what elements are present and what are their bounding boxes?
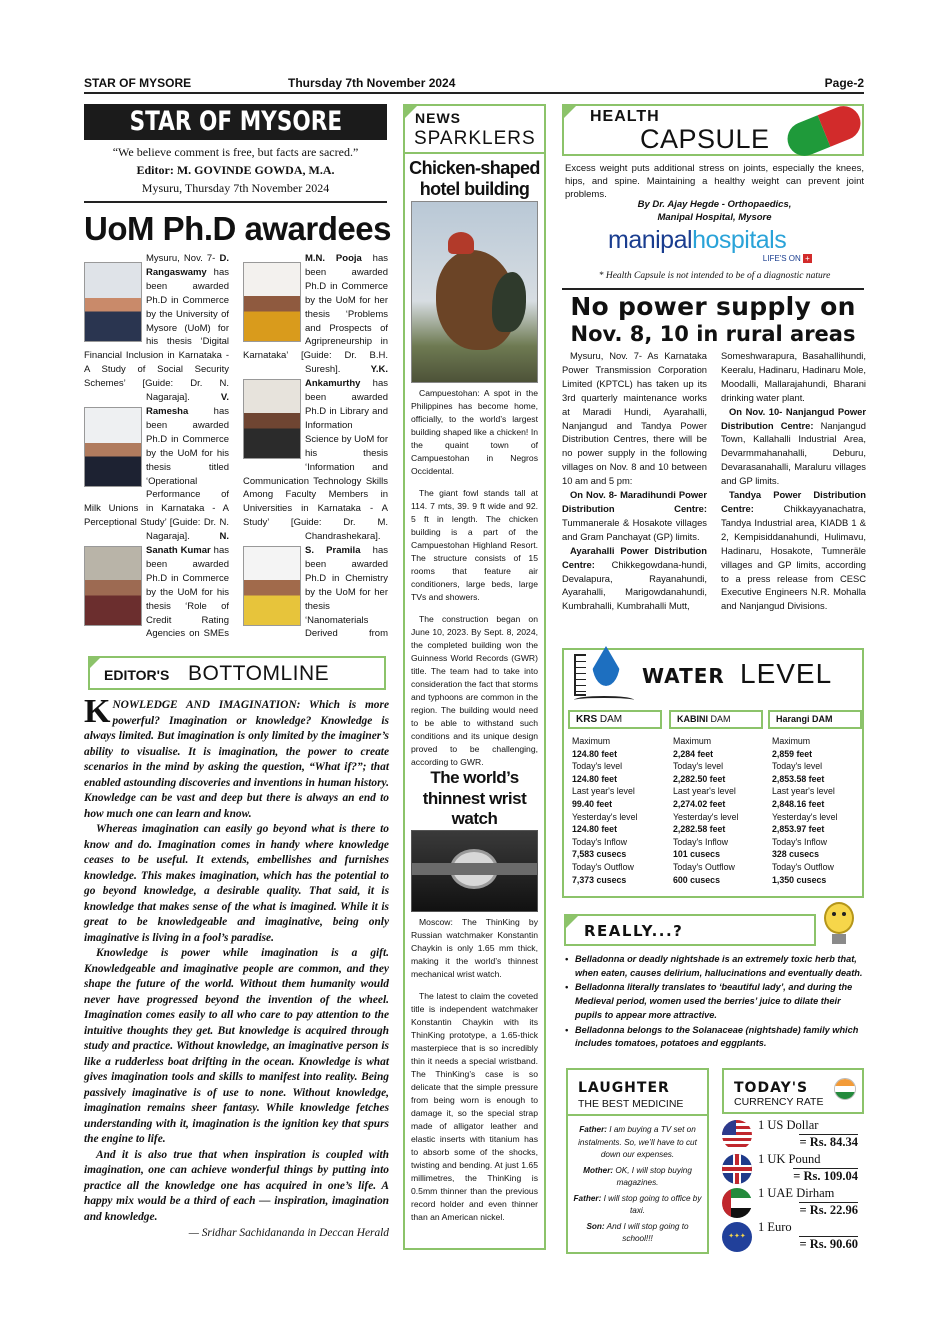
water-gauge-icon [570,646,634,706]
drop-cap: K [84,693,111,730]
editorial-byline: — Sridhar Sachidananda in Deccan Herald [188,1227,389,1239]
news-sparklers-header: NEWS SPARKLERS [405,106,544,154]
phd-column-1: Mysuru, Nov. 7- D. Rangaswamy has been awarded Ph.D in Commerce by the University of Mysore (UoM) for his thesis ‘Digital Financial Inclusion in Karnataka - A Study of Social Security Schemes’ [Guide: Dr. N. Nagaraja]. V. Ramesha has been awarded Ph.D in Commerce by the UoM for his thesis titled ‘Operational Performance of Milk Unions in Karnataka - A Perceptional Study’ [Guide: Dr. N. Nagaraja]. N. Sanath Kumar has been awarded Ph.D in Commerce by the UoM for his thesis ‘Role of Credit Rating Agencies on SMEs [84,253,229,640]
eu-flag-icon: ✦✦✦ [722,1222,752,1252]
awardee-name-ankamurthy: Y.K. Ankamurthy [305,364,388,390]
water-level-box: WATER LEVEL [562,648,864,898]
us-flag-icon [722,1120,752,1150]
currency-row-aed: 1 UAE Dirham = Rs. 22.96 [722,1186,864,1220]
editors-bottomline-header: EDITOR'S BOTTOMLINE [88,656,386,690]
health-disclaimer: * Health Capsule is not intended to be of a diagnostic nature [598,271,831,281]
chicken-building-photo [411,201,538,383]
awardee-name-pooja: M.N. Pooja [305,253,362,264]
corner-tab [88,656,102,670]
capsule-pill-icon [782,101,865,161]
plus-icon: + [803,254,812,263]
header-page-number: Page-2 [824,76,864,90]
dam-rows-krs: Maximum 124.80 feet Today's level 124.80 feet Last year's level 99.40 feet Yesterday's level 124.80 feet Today's Inflow 7,583 cusecs Today's Outflow 7,373 cusecs [572,736,638,885]
dam-label-kabini: KABINI DAM [669,710,763,729]
chicken-story-body: Campuestohan: A spot in the Philippines has become home, officially, to the world’s largest building shaped like a chicken! In the quaint town of Campuestohan in Negros Occidental. The giant fowl stands tall at 114. 7 mts, 39. 9 ft wide and 92. 5 ft in length. The chicken building is a part of the Campuestohan Highland Resort. The structure consists of 15 rooms that feature air conditioners, large beds, large TVs and showers. The construction began on June 10, 2023. By Sept. 8, 2024, the completed building won the Guinness World Records (GWR) title. The team had to take into consideration the fact that storms and typhoons are common in the region. The building would need to be able to withstand such conditions and its unique design proved to be challenging, according to GWR. [411,388,538,767]
masthead-logo-text: STAR OF MYSORE [129,106,342,137]
health-hospital-line: Manipal Hospital, Mysore [657,212,772,223]
corner-tab [564,106,576,118]
water-dam-krs [568,710,662,886]
page-header [84,74,864,94]
currency-row-usd: 1 US Dollar = Rs. 84.34 [722,1118,864,1152]
chicken-comb-shape [448,232,474,254]
header-date: Thursday 7th November 2024 [288,76,456,90]
dam-rows-kabini: Maximum 2,284 feet Today's level 2,282.50 feet Last year's level 2,274.02 feet Yesterday's level 2,282.58 feet Today's Inflow 101 cusecs Today's Outflow 600 cusecs [673,736,739,885]
really-header: REALLY...? [564,914,816,946]
header-paper-name: STAR OF MYSORE [84,76,192,90]
india-flag-icon [834,1078,856,1100]
awardee-photo-ankamurthy [243,379,301,459]
list-item: • Belladonna belongs to the Solanaceae (nightshade) family which includes tomatoes, potatoes and eggplants. [565,1024,859,1049]
corner-tab [566,916,578,928]
awardee-photo-pooja [243,262,301,342]
currency-header: TODAY'S CURRENCY RATE [722,1068,864,1114]
health-divider [562,288,864,290]
awardee-photo-rangaswamy [84,262,142,342]
uk-flag-icon [722,1154,752,1184]
power-headline-line1: No power supply on [570,292,856,321]
watch-story-body: Moscow: The ThinKing by Russian watchmaker Konstantin Chaykin is only 1.65 mm thick, making it the world’s thinnest mechanical wrist watch. The latest to claim the coveted title is independent watchmaker Konstantin Chaykin with its ThinKing prototype, a 1.65-thick masterpiece that is so incredibly thin it needs a special wristband. The ThinKing’s case is so delicate that the simple pressure from being worn is enough to damage it, so the special strap made of alligator leather and elastic inserts with titanium has to absorb some of the shocks, twisting and bending. At just 1.65 millimetres, the ThinKing is 0.5mm thinner than the previous record holder and even thinner than an American nickel. [411,917,538,1222]
editorial-body [84,693,389,1242]
masthead-tagline: “We believe comment is free, but facts are sacred.” [112,145,359,159]
awardee-name-rangaswamy: D. Rangaswamy [146,253,229,278]
awardee-photo-sanath-kumar [84,546,142,626]
awardee-name-ramesha: V. Ramesha [146,392,229,417]
power-column-2: Someshwarapura, Basahallihundi, Keeralu, Hadinaru, Hadinaru Mole, Moodalli, Mallarajahundi, Bharani drinking water plant. On Nov. 10- Nanjangud Power Distribution Centre: Nanjangud Town, Kallahalli Industrial Area, Devarmmahanahalli, Deburu, Devarasanahalli, Maraluru villages and GP limits. Tandya Power Distribution Centre: Chikkayyanachatra, Tandya Industrial area, KIADB 1 & 2, Kempisiddanahundi, Hulimavu, Hadinaru, Hosakote, Tumneräle villages and GP limits, according to a press release from CESC Executive Engineers N.R. Mohalla and Nanjangud Divisions. [721,350,866,612]
editorial-paragraph: KNOWLEDGE AND IMAGINATION: Which is more powerful? Imagination or knowledge? Knowledge is always limited. But imagination is only limited by the imaginer’s ability to visualise. It is imagination, the power to create scenarios in the mind by asking the question, “What if?”; that enabled astounding discoveries and inventions in human history. Knowledge can be vast and deep but there is always an end to how much one can learn and know. [84,693,389,820]
awardee-photo-ramesha [84,407,142,487]
currency-row-eur: ✦✦✦ 1 Euro = Rs. 90.60 [722,1220,864,1254]
masthead-editor: Editor: M. GOVINDE GOWDA, M.A. [136,163,335,177]
manipal-hospitals-logo: manipalhospitals LIFE'S ON + [608,226,818,264]
editorial-paragraph: Knowledge is power while imagination is a gift. Knowledgeable and imaginative people are common, and they shape the future of the world. Without them humanity would never have progressed beyond the invention of the wheel. Imagination comes easily to all who care to pay attention to the intuitive thoughts they get. But knowledge is acquired through study and practice. Without knowledge, an imaginative person is like a rudderless boat drifting in the ocean. Knowledge is what gives imagination tools and skills to manifest into reality. Being passively imaginative is of use to none. Without knowledge, imagination remains sheer fantasy. While knowledge fetches understanding with it, imagination is the ignition key that spurs the engine to life. [84,947,389,1145]
water-dam-kabini [669,710,763,886]
power-headline-line2: Nov. 8, 10 in rural areas [570,322,856,346]
health-capsule-header: HEALTH CAPSULE [562,104,864,156]
chicken-story-title: Chicken-shaped hotel building [409,158,540,199]
power-column-1: Mysuru, Nov. 7- As Karnataka Power Transmission Corporation Limited (KPTCL) has taken up its 3rd quarterly maintenance works at Maradi Hundi, Ayarahalli, Nanjangud and Tandya Power Distribution Centres, there will be no power supply in the following villages on Nov. 8 and 10 between 10 am and 5 pm: On Nov. 8- Maradihundi Power Distribution Centre: Tummanerale & Hosakote villages and Gram Panchayat (GP) limits. Ayarahalli Power Distribution Centre: Chikkegowdana-hundi, Devalapura, Rayanahundi, Ayarahalli, Marigowdanahundi, Kumbrahalli, Kumbrahalli Mutt, [562,350,707,612]
awardee-photo-pramila [243,546,301,626]
editorial-paragraph: Whereas imagination can easily go beyond what is there to know and do. Imagination comes in handy where knowledge ceases to be useful. It extends, embellishes and furnishes knowledge. This makes imagination, which has the potential to go beyond knowledge, a desirable quality. That said, it is knowledge that makes sense of the what is imagined. While it is great to be knowledgeable and imaginative, being only imaginative is living in a fool’s paradise. [84,823,389,944]
health-doctor-name: By Dr. Ajay Hegde - Orthopaedics, [637,199,792,210]
really-list [565,953,866,1051]
awardee-name-pramila: S. Pramila [305,545,361,557]
health-tip-text: Excess weight puts additional stress on joints, especially the knees, hips, and spine. Maintaining a healthy weight can prevent joint problems. [565,163,864,200]
currency-row-gbp: 1 UK Pound = Rs. 109.04 [722,1152,864,1186]
wrist-watch-photo [411,830,538,912]
masthead-logo [84,104,387,140]
masthead-divider [84,201,387,203]
masthead-dateline: Mysuru, Thursday 7th November 2024 [141,181,330,195]
awardee-name-sanath-kumar: N. Sanath Kumar [146,531,229,557]
watch-story-title: The world’s thinnest wrist watch [422,768,527,828]
laughter-header: LAUGHTER THE BEST MEDICINE [568,1070,707,1116]
editorial-paragraph: And it is also true that when inspiration is coupled with imagination, one can achieve wonderful things by putting into practice all the knowledge one has acquired in one’s life. A happy mix would be a third of each — inspiration, imagination and knowledge. [84,1148,389,1223]
water-dam-harangi [768,710,862,886]
list-item: • Belladonna or deadly nightshade is an extremely toxic herb that, when eaten, causes delirium, hallucinations and eventually death. [565,954,863,978]
lightbulb-icon [818,902,862,950]
dam-label-harangi: Harangi DAM [768,710,862,729]
phd-column-2: M.N. Pooja has been awarded Ph.D in Commerce by the UoM for her thesis ‘Problems and Prospects of Agripreneurship in Karnataka’ [Guide: Dr. B.H. Suresh]. Y.K. Ankamurthy has been awarded Ph.D in Library and Information Science by UoM for his thesis ‘Information and Communication Technology Skills Among Faculty Members in Universities in Karnataka - A Study’ [Guide: Dr. M. Chandrashekara]. S. Pramila has been awarded Ph.D in Chemistry by the UoM for her thesis ‘Nanomaterials Derived from [243,253,388,640]
watch-strap-shape [412,863,538,875]
dam-label-krs: KRS DAM [568,710,662,729]
list-item: • Belladonna literally translates to ‘beautiful lady’, and during the Medieval period, women used the berries’ juice to dilate their pupils to appear more attractive. [565,982,853,1020]
dam-rows-harangi: Maximum 2,859 feet Today's level 2,853.58 feet Last year's level 2,848.16 feet Yesterday's level 2,853.97 feet Today's Inflow 328 cusecs Today's Outflow 1,350 cusecs [772,736,838,885]
uae-flag-icon [722,1188,752,1218]
laughter-joke: Father: I am buying a TV set on instalments. So, we’ll have to cut down our expenses. Mother: OK, I will stop buying magazines. Father: I will stop going to office by taxi. Son: And I will stop going to school!!! [573,1125,702,1243]
phd-headline: UoM Ph.D awardees [84,210,391,247]
